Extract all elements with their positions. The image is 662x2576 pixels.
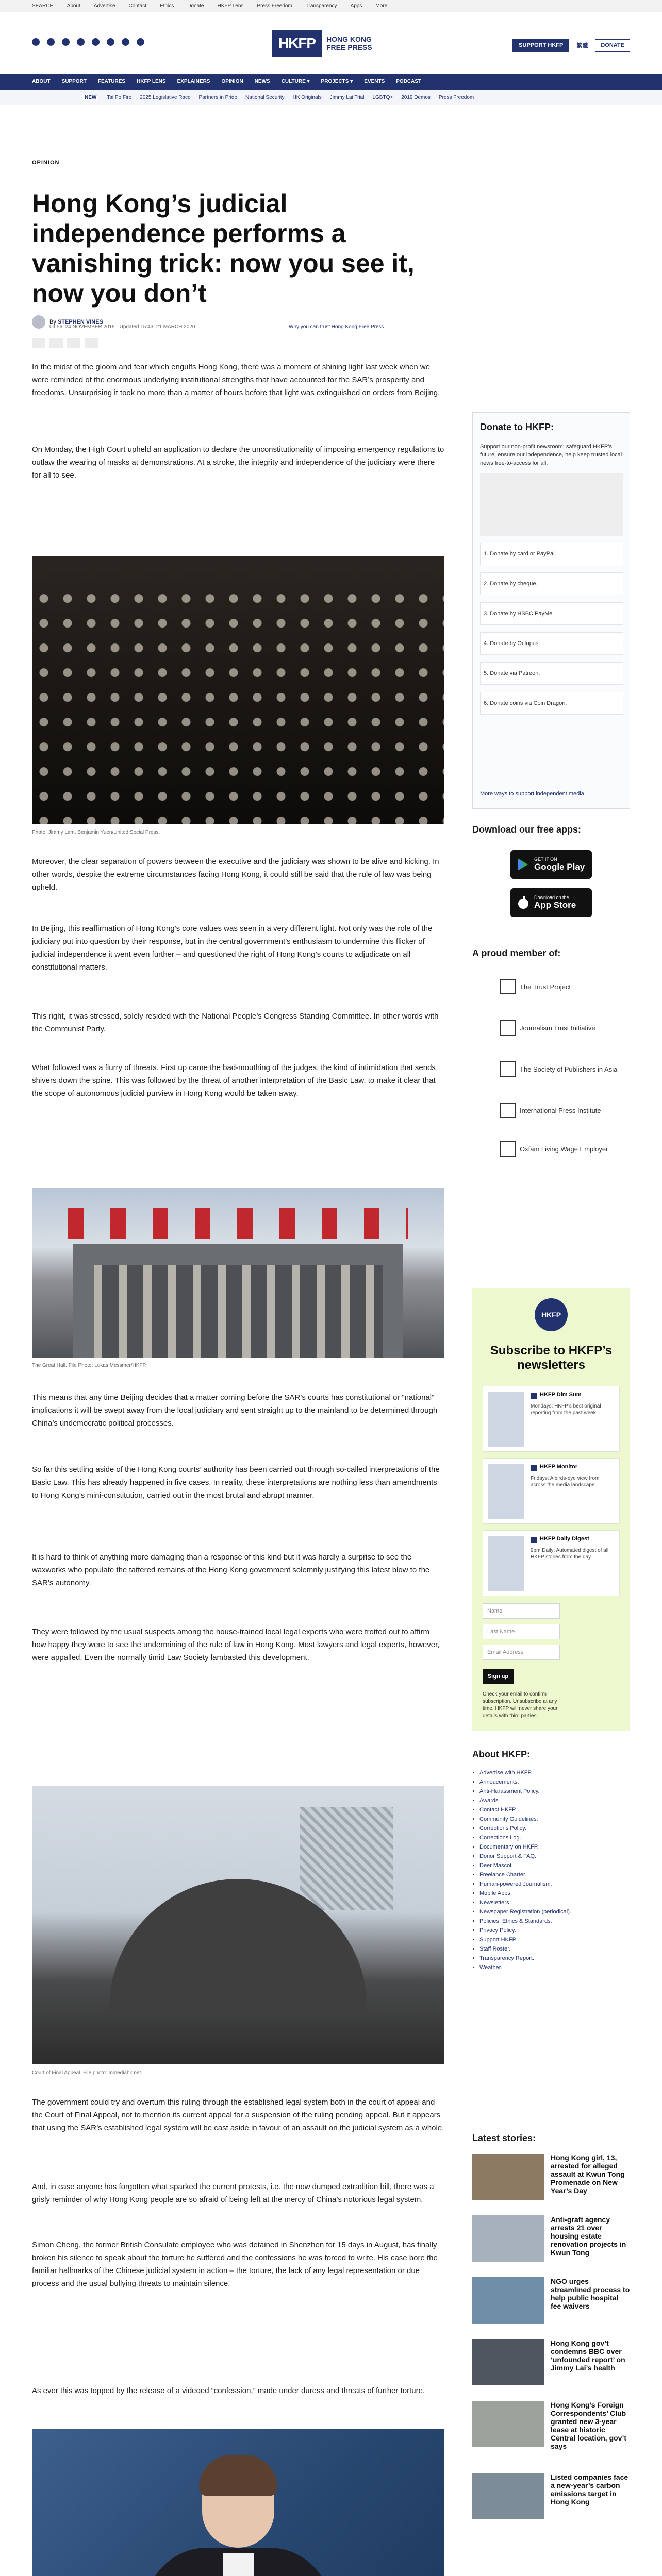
photo-caption: Photo: Jimmy Lam, Benjamin Yuen/United Social Press.	[32, 829, 160, 835]
top-link[interactable]: Donate	[187, 3, 204, 9]
latest-story[interactable]	[472, 2215, 630, 2267]
store-small-label: Download on the	[534, 895, 569, 900]
newsletter-desc: Fridays: A birds-eye view from across the media landscape.	[531, 1476, 600, 1488]
article-paragraph: The government could try and overturn this ruling through the established legal system both in the court of appeal and the Court of Final Appeal, not to mention its current appeal for a suspension of the ruling pending appeal. But it appears that using the SAR’s established legal system will be cast aside in favour of an assault on the judicial system as a whole.	[32, 2098, 444, 2132]
member-logo[interactable]	[500, 1020, 595, 1036]
top-link[interactable]: Contact	[128, 3, 146, 9]
latest-title: Latest stories:	[472, 2133, 536, 2143]
nav-item[interactable]: EVENTS	[364, 79, 385, 84]
donate-option[interactable]	[480, 662, 623, 685]
protest-photo	[32, 556, 444, 824]
newsletter-box	[472, 1288, 630, 1731]
logo-words	[326, 35, 372, 52]
latest-story[interactable]	[472, 2277, 630, 2329]
article-paragraph: This right, it was stressed, solely resided with the National People’s Congress Standing Committee. In other words with the Communist Party.	[32, 1012, 439, 1033]
about-link[interactable]: • Newsletters.	[479, 1898, 624, 1907]
signup-button[interactable]: Sign up	[483, 1669, 514, 1684]
about-link[interactable]: • Donor Support & FAQ.	[479, 1852, 624, 1861]
article-paragraph: So far this settling aside of the Hong Kong courts’ authority has been carried out through so-called interpretations of the Basic Law. This has already happened in five cases. In reality, these interpretations are nothing less than amendments to Hong Kong’s mini-constitution, carried out in the most brutal and abrupt manner.	[32, 1465, 440, 1500]
newsletter-option[interactable]	[483, 1386, 620, 1452]
trending-bar	[0, 90, 662, 105]
article-headline: Hong Kong’s judicial independence performs a vanishing trick: now you see it, now you don’t	[32, 189, 415, 308]
donate-option-label: 1. Donate by card or PayPal.	[484, 551, 556, 557]
person	[145, 2460, 331, 2576]
top-link[interactable]: HKFP Lens	[217, 3, 244, 9]
about-link[interactable]: • Freelance Charter.	[479, 1870, 624, 1879]
email-field[interactable]: Email Address	[483, 1645, 560, 1660]
story-headline[interactable]: Anti-graft agency arrests 21 over housing estate renovation projects in Kwun Tong	[551, 2215, 626, 2257]
trending-link[interactable]: 2019 Demos	[401, 95, 431, 100]
top-link[interactable]: More	[375, 3, 388, 9]
newsletter-option[interactable]	[483, 1530, 620, 1596]
masthead-actions	[512, 39, 630, 52]
about-link[interactable]: • Community Guidelines.	[479, 1815, 624, 1824]
facebook-icon[interactable]	[32, 38, 40, 46]
youtube-icon[interactable]	[92, 38, 100, 46]
trust-project-icon	[500, 979, 516, 994]
top-links	[32, 3, 387, 9]
tower	[300, 1807, 393, 1910]
sopa-icon	[500, 1061, 516, 1077]
member-logo[interactable]	[500, 1141, 608, 1157]
top-link[interactable]: SEARCH	[32, 3, 54, 9]
about-link[interactable]: • Corrections Policy.	[479, 1824, 624, 1833]
share-whatsapp-icon[interactable]	[67, 338, 80, 348]
store-small-label: GET IT ON	[534, 857, 557, 862]
about-link[interactable]: • Mobile Apps.	[479, 1889, 624, 1898]
photo-caption: Court of Final Appeal. File photo: Inmediahk.net.	[32, 2070, 143, 2076]
about-list	[479, 1768, 624, 1972]
story-thumb	[472, 2473, 544, 2519]
jti-icon	[500, 1020, 516, 1036]
latest-story[interactable]	[472, 2401, 630, 2452]
ipi-icon	[500, 1103, 516, 1118]
nav-item[interactable]: HKFP LENS	[137, 79, 166, 84]
about-link[interactable]: • Contact HKFP.	[479, 1805, 624, 1815]
about-link[interactable]: • Awards.	[479, 1796, 624, 1805]
donate-box	[472, 412, 630, 809]
donate-option-label: 4. Donate by Octopus.	[484, 640, 540, 647]
member-name: International Press Institute	[520, 1106, 601, 1114]
trending-link[interactable]: Tai Po Fire	[107, 95, 132, 100]
nav-item[interactable]: PROJECTS ▾	[321, 79, 353, 84]
crowd-pattern	[32, 587, 444, 824]
donate-intro[interactable]: Support our non-profit newsroom: safeguard HKFP’s future, ensure our independence, help keep trusted local news free-to-access for all.	[480, 444, 622, 466]
article-paragraph: This means that any time Beijing decides that a matter coming before the SAR’s courts has constitutional or “national” implications it will be swept away from the local judiciary and sent straight up to the mainland to be determined through China’s undemocratic political processes.	[32, 1393, 438, 1428]
share-mail-icon[interactable]	[85, 338, 98, 348]
share-x-icon[interactable]	[49, 338, 63, 348]
member-name: The Society of Publishers in Asia	[520, 1065, 618, 1073]
trending-link[interactable]: Press Freedom	[438, 95, 474, 100]
main-nav	[0, 74, 662, 90]
about-link[interactable]: • Newspaper Registration (periodical).	[479, 1907, 624, 1917]
nav-item[interactable]: FEATURES	[97, 79, 126, 84]
story-thumb	[472, 2401, 544, 2447]
donate-option[interactable]	[480, 632, 623, 655]
article-paragraph: In Beijing, this reaffirmation of Hong Kong’s core values was seen in a very different light. Not only was the role of the judiciary put into question by their response, but in the central government’s enthusiasm to undermine this flicker of judicial independence it went even further – and questioned the right of Hong Kong’s courts to adjudicate on all constitutional matters.	[32, 924, 433, 972]
telegram-icon[interactable]	[122, 38, 129, 46]
publish-date: 09:56, 24 NOVEMBER 2019 · Updated 15:43, 21 MARCH 2020	[49, 324, 195, 330]
about-link[interactable]: • Policies, Ethics & Standards.	[479, 1917, 624, 1926]
donate-banner[interactable]	[480, 473, 623, 536]
trending-label: NEW	[82, 95, 98, 100]
donate-option-label: 3. Donate by HSBC PayMe.	[484, 611, 554, 617]
google-play-icon	[517, 857, 530, 872]
store-big-label: Google Play	[534, 862, 585, 872]
logo-mark: HKFP	[272, 30, 322, 57]
ad-slot	[32, 105, 630, 151]
trending-link[interactable]: Partners in Pride	[198, 95, 238, 100]
story-thumb	[472, 2215, 544, 2262]
trending-link[interactable]: HK Originals	[292, 95, 322, 100]
story-headline[interactable]: Listed companies face a new-year’s carbon emissions target in Hong Kong	[551, 2473, 628, 2506]
byline-prefix: By	[49, 319, 56, 325]
article-paragraph: They were followed by the usual suspects among the house-trained local legal experts who were trotted out to affirm how happy they were to see the undermining of the rule of law in Hong Kong. Most lawyers and legal experts, however, were appalled. Even the normally timid Law Society lambasted this development.	[32, 1628, 440, 1662]
nav-item[interactable]: ABOUT	[32, 79, 51, 84]
member-title: A proud member of:	[472, 948, 561, 958]
app-store-button[interactable]	[510, 888, 592, 917]
about-link[interactable]: • Support HKFP.	[479, 1935, 624, 1944]
story-headline[interactable]: NGO urges streamlined process to help public hospital fee waivers	[551, 2277, 630, 2310]
newsletter-thumb	[488, 1392, 524, 1447]
hair	[199, 2455, 277, 2496]
latest-story[interactable]	[472, 2473, 630, 2524]
about-link[interactable]: • Annoucements.	[479, 1777, 624, 1787]
about-link[interactable]: • Staff Roster.	[479, 1944, 624, 1954]
article-paragraph: On Monday, the High Court upheld an application to declare the unconstitutionality of imposing emergency regulations to outlaw the wearing of masks at demonstrations. At a stroke, the integrity and independence of the judiciary were there for all to see.	[32, 445, 444, 480]
donate-option-label: 5. Donate via Patreon.	[484, 670, 540, 676]
google-play-button[interactable]	[510, 850, 592, 879]
apple-icon	[517, 895, 530, 910]
trending-link[interactable]: 2025 Legislative Race	[140, 95, 191, 100]
nav-item[interactable]: NEWS	[254, 79, 270, 84]
trust-link[interactable]: Why you can trust Hong Kong Free Press	[289, 324, 384, 330]
member-logo[interactable]	[500, 1103, 601, 1118]
about-link[interactable]: • Documentary on HKFP.	[479, 1842, 624, 1852]
top-link[interactable]: Press Freedom	[257, 3, 292, 9]
newsletter-name: HKFP Monitor	[540, 1464, 578, 1470]
article-paragraph: Moreover, the clear separation of powers between the executive and the judiciary was shown to be alive and kicking. In other words, despite the extreme circumstances facing Hong Kong, it could still be said that the rule of law was being upheld.	[32, 857, 439, 892]
great-hall-photo	[32, 1188, 444, 1358]
top-link[interactable]: Ethics	[159, 3, 174, 9]
instagram-icon[interactable]	[62, 38, 70, 46]
member-logo[interactable]	[500, 979, 571, 994]
author-name[interactable]: STEPHEN VINES	[57, 319, 103, 325]
article-paragraph: In the midst of the gloom and fear which engulfs Hong Kong, there was a moment of shining light last week when we were reminded of the enormous underlying institutional strengths that have accounted for the SAR’s prosperity and freedoms. Unsurprising it took no more than a matter of hours before that light was extinguished on orders from Beijing.	[32, 363, 440, 397]
newsletter-desc: Mondays: HKFP’s best original reporting from the past week.	[531, 1403, 601, 1416]
trending-link[interactable]: National Security	[245, 95, 285, 100]
top-link[interactable]: About	[67, 3, 80, 9]
store-big-label: App Store	[534, 900, 576, 910]
member-logo[interactable]	[500, 1061, 617, 1077]
newsletter-name: HKFP Daily Digest	[540, 1536, 589, 1542]
about-link[interactable]: • Transparency Report.	[479, 1954, 624, 1963]
article-paragraph: Simon Cheng, the former British Consulate employee who was detained in Shenzhen for 15 days in August, has finally broken his silence to speak about the torture he suffered and the confessions he was forced to write. His case bore the familiar hallmarks of the Chinese judicial system in action – the torture, the lack of any legal representation or due process and the usual bullying threats to maintain silence.	[32, 2241, 438, 2288]
top-link[interactable]: Advertise	[93, 3, 115, 9]
hkfp-badge: HKFP	[535, 1298, 568, 1331]
logo-line: FREE PRESS	[326, 43, 372, 52]
donate-list	[480, 543, 623, 722]
checkbox[interactable]	[531, 1465, 537, 1471]
site-logo[interactable]	[272, 30, 390, 57]
donate-title: Donate to HKFP:	[480, 422, 554, 432]
newsletter-thumb	[488, 1464, 524, 1519]
about-link[interactable]: • Advertise with HKFP.	[479, 1768, 624, 1777]
court-photo	[32, 1786, 444, 2064]
share-buttons	[32, 338, 98, 348]
about-link[interactable]: • Human-powered Journalism.	[479, 1879, 624, 1889]
top-link[interactable]: Apps	[350, 3, 362, 9]
member-name: Journalism Trust Initiative	[520, 1024, 595, 1032]
last-name-field[interactable]: Last Name	[483, 1624, 560, 1639]
social-icons	[32, 38, 144, 46]
trending-link[interactable]: Jimmy Lai Trial	[329, 95, 365, 100]
about-link[interactable]: • Weather.	[479, 1963, 624, 1972]
member-name: Oxfam Living Wage Employer	[520, 1145, 608, 1153]
oxfam-icon	[500, 1141, 516, 1157]
newsletter-desc: 9pm Daily: Automated digest of all HKFP stories from the day.	[531, 1548, 609, 1560]
donate-option-label: 6. Donate coins via Coin Dragon.	[484, 700, 567, 706]
photo-caption: The Great Hall. File Photo: Lukas Messmer/HKFP.	[32, 1363, 147, 1368]
rss-icon[interactable]	[137, 38, 144, 46]
newsletter-title: Subscribe to HKFP’s newsletters	[490, 1344, 613, 1372]
nav-item[interactable]: PODCAST	[396, 79, 422, 84]
section-label[interactable]: OPINION	[32, 160, 60, 166]
more-ways-link[interactable]: More ways to support independent media.	[480, 791, 586, 797]
linkedin-icon[interactable]	[107, 38, 114, 46]
top-utility-bar	[0, 0, 662, 12]
article-paragraph: As ever this was topped by the release of a videoed “confession,” made under duress and threats of further torture.	[32, 2386, 425, 2395]
nav-item[interactable]: OPINION	[221, 79, 243, 84]
article-paragraph: It is hard to think of anything more damaging than a response of this kind but it was hardly a surprise to see the waxworks who populate the tattered remains of the Hong Kong government solemnly justifying this latest blow to the SAR’s autonomy.	[32, 1553, 430, 1587]
masthead	[0, 12, 662, 74]
story-headline[interactable]: Hong Kong girl, 13, arrested for alleged assault at Kwun Tong Promenade on New Year’s Day	[551, 2154, 625, 2195]
donate-option[interactable]	[480, 543, 623, 565]
trending-link[interactable]: LGBTQ+	[372, 95, 393, 100]
article-paragraph: And, in case anyone has forgotten what sparked the current protests, i.e. the now dumped extradition bill, there was a grisly reminder of why Hong Kong people are so afraid of being left at the mercy of China’s notorious legal system.	[32, 2182, 434, 2204]
donate-button[interactable]: DONATE	[595, 39, 630, 52]
member-name: The Trust Project	[520, 982, 571, 991]
story-thumb	[472, 2339, 544, 2385]
author-avatar	[32, 315, 45, 329]
support-hkfp-button[interactable]: SUPPORT HKFP	[512, 39, 569, 52]
x-icon[interactable]	[47, 38, 55, 46]
about-title: About HKFP:	[472, 1749, 530, 1759]
story-thumb	[472, 2154, 544, 2200]
latest-story[interactable]	[472, 2339, 630, 2391]
logo-line: HONG KONG	[326, 35, 372, 43]
about-link[interactable]: • Deer Mascot.	[479, 1861, 624, 1870]
threads-icon[interactable]	[77, 38, 85, 46]
apps-title: Download our free apps:	[472, 824, 582, 835]
story-headline[interactable]: Hong Kong gov’t condemns BBC over ‘unfounded report’ on Jimmy Lai’s health	[551, 2339, 625, 2372]
language-toggle[interactable]: 繁體	[576, 43, 588, 49]
donate-option-label: 2. Donate by cheque.	[484, 581, 538, 587]
checkbox[interactable]	[531, 1537, 537, 1543]
donate-option[interactable]	[480, 602, 623, 625]
donate-option[interactable]	[480, 572, 623, 595]
nav-item[interactable]: SUPPORT	[61, 79, 87, 84]
shirt	[223, 2553, 254, 2576]
newsletter-thumb	[488, 1536, 524, 1591]
nav-item[interactable]: CULTURE ▾	[281, 79, 310, 84]
latest-story[interactable]	[472, 2154, 630, 2205]
story-headline[interactable]: Hong Kong’s Foreign Correspondents’ Club granted new 3-year lease at historic Central location, gov’t says	[551, 2401, 627, 2450]
flags	[68, 1208, 408, 1239]
top-link[interactable]: Transparency	[305, 3, 337, 9]
share-facebook-icon[interactable]	[32, 338, 45, 348]
article-paragraph: What followed was a flurry of threats. First up came the bad-mouthing of the judges, the kind of intimidation that sends shivers down the spine. This was followed by the threat of another interpretation of the Basic Law, to make it clear that the scope of autonomous judicial purview in Hong Kong would be taken away.	[32, 1063, 436, 1098]
about-link[interactable]: • Privacy Policy.	[479, 1926, 624, 1935]
newsletter-note: Check your email to confirm subscription. Unsubscribe at any time. HKFP will never share your details with third parties.	[483, 1691, 558, 1719]
name-field[interactable]: Name	[483, 1603, 560, 1619]
about-link[interactable]: • Anti-Harassment Policy.	[479, 1787, 624, 1796]
donate-option[interactable]	[480, 692, 623, 715]
about-link[interactable]: • Corrections Log.	[479, 1833, 624, 1842]
simon-cheng-photo	[32, 2429, 444, 2576]
story-thumb	[472, 2277, 544, 2324]
newsletter-name: HKFP Dim Sum	[540, 1392, 582, 1398]
columns	[94, 1265, 383, 1358]
newsletter-option[interactable]	[483, 1458, 620, 1524]
checkbox[interactable]	[531, 1393, 537, 1399]
nav-item[interactable]: EXPLAINERS	[177, 79, 210, 84]
